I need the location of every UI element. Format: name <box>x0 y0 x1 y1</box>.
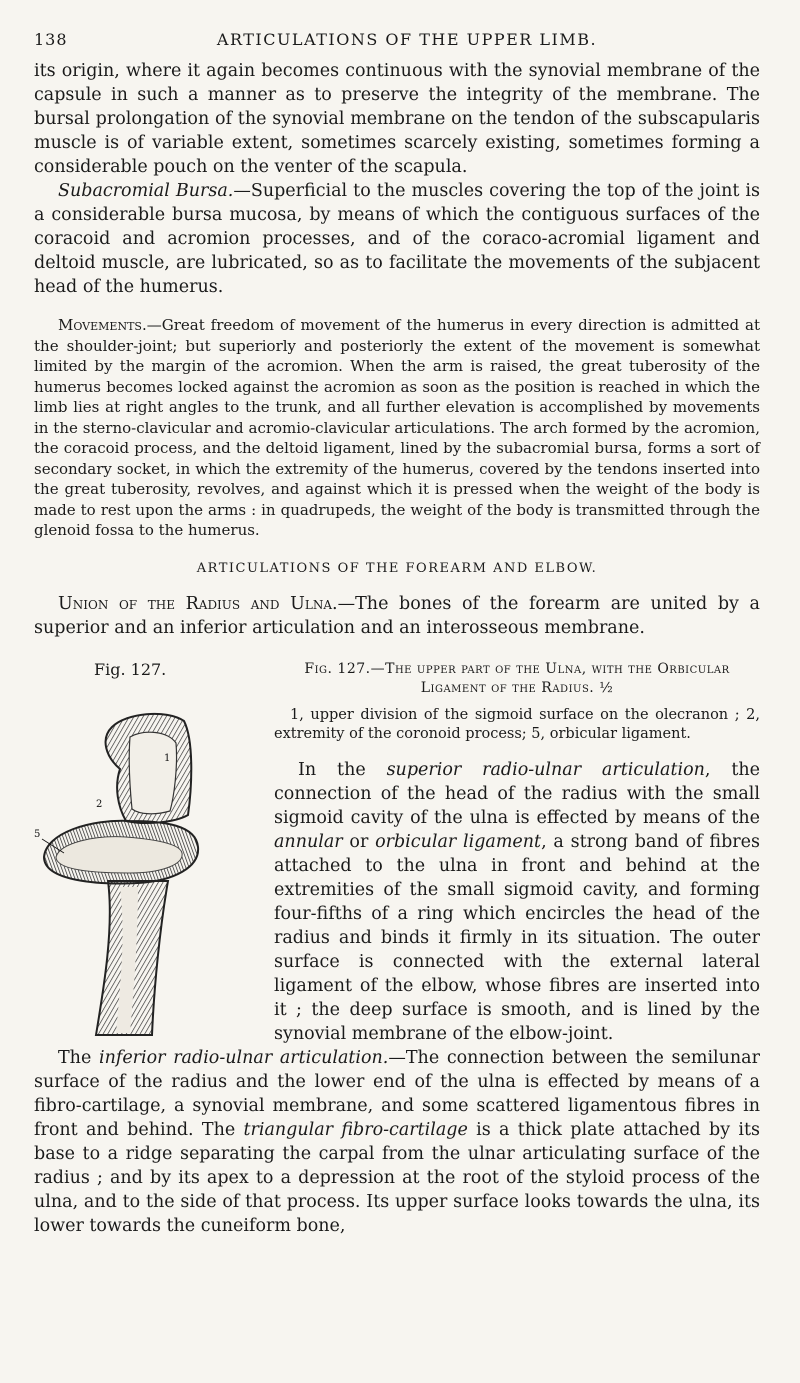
ulna-illustration <box>34 697 234 1042</box>
page-number: 138 <box>34 30 68 49</box>
union-text: —The bones of the forearm are united by a superior and an inferior articulation and an interosseous membrane. <box>34 593 760 638</box>
marker-1: 1 <box>164 752 171 764</box>
union-title: Union of the Radius and Ulna. <box>58 593 338 614</box>
subacromial-title: Subacromial Bursa. <box>58 181 234 201</box>
movements-title: Movements. <box>58 316 147 334</box>
marker-5: 5 <box>34 828 41 840</box>
figure-label: Fig. 127. <box>94 659 167 679</box>
paragraph-subacromial <box>34 179 760 299</box>
figure-caption-title: Fig. 127.—The upper part of the Ulna, with the Orbicular Ligament of the Radius. ½ <box>304 660 730 696</box>
section-heading: ARTICULATIONS OF THE FOREARM AND ELBOW. <box>196 560 598 576</box>
movements-text: —Great freedom of movement of the humerus in every direction is admitted at the shoulder-joint; but superiorly and posteriorly the extent of the movement is somewhat limited by the margin of the acromion. When the arm is raised, the great tuberosity of the humerus becomes locked against the acromion as soon as the position is reached in which the limb lies at right angles to the trunk, and all further elevation is accomplished by movements in the sterno-clavicular and acromio-clavicular articulations. The arch formed by the acromion, the coracoid process, and the deltoid ligament, lined by the subacromial bursa, forms a sort of secondary socket, in which the extremity of the humerus, covered by the tendons inserted into the great tuberosity, revolves, and against which it is pressed when the weight of the body is made to rest upon the arms : in quadrupeds, the weight of the body is transmitted through the glenoid fossa to the humerus. <box>34 316 760 539</box>
paragraph-synovial: its origin, where it again becomes continuous with the synovial membrane of the capsule in such a manner as to preserve the integrity of the membrane. The bursal prolongation of the synovial membrane on the tendon of the subscapularis muscle is of variable extent, sometimes scarcely existing, sometimes forming a considerable pouch on the venter of the scapula. <box>34 61 760 177</box>
paragraph-union <box>34 592 760 640</box>
paragraph-inferior-radio-ulnar: The inferior radio-ulnar articulation.—The connection between the semilunar surface of the radius and the lower end of the ulna is effected by means of a fibro-cartilage, a synovial membrane, and some scattered ligamentous fibres in front and behind. The triangular fibro-cartilage is a thick plate attached by its base to a ridge separating the carpal from the ulnar articulating surface of the radius ; and by its apex to a depression at the root of the styloid process of the ulna, and to the side of that process. Its upper surface looks towards the ulna, its lower towards the cuneiform bone, <box>34 1047 761 1236</box>
paragraph-movements <box>34 315 760 541</box>
running-header <box>34 30 760 49</box>
subacromial-text: —Superficial to the muscles covering the top of the joint is a considerable bursa mucosa, by means of which the contiguous surfaces of the coracoid and acromion processes, and of the coraco-acromial ligament and deltoid muscle, are lubricated, so as to facilitate the movements of the subjacent head of the humerus. <box>34 181 760 297</box>
running-title: ARTICULATIONS OF THE UPPER LIMB. <box>216 30 598 49</box>
figure-127 <box>34 660 760 1046</box>
marker-2: 2 <box>96 798 103 810</box>
paragraph-superior-radio-ulnar: In the superior radio-ulnar articulation, the connection of the head of the radius with the small sigmoid cavity of the ulna is effected by means of the annular or orbicular ligament, a strong band of fibres attached to the ulna in front and behind at the extremities of the small sigmoid cavity, and forming four-fifths of a ring which encircles the head of the radius and binds it firmly in its situation. The outer surface is connected with the external lateral ligament of the elbow, whose fibres are inserted into it ; the deep surface is smooth, and is lined by the synovial membrane of the elbow-joint. <box>274 759 760 1044</box>
figure-caption-description: 1, upper division of the sigmoid surface on the olecranon ; 2, extremity of the coronoid process; 5, orbicular ligament. <box>274 706 760 742</box>
